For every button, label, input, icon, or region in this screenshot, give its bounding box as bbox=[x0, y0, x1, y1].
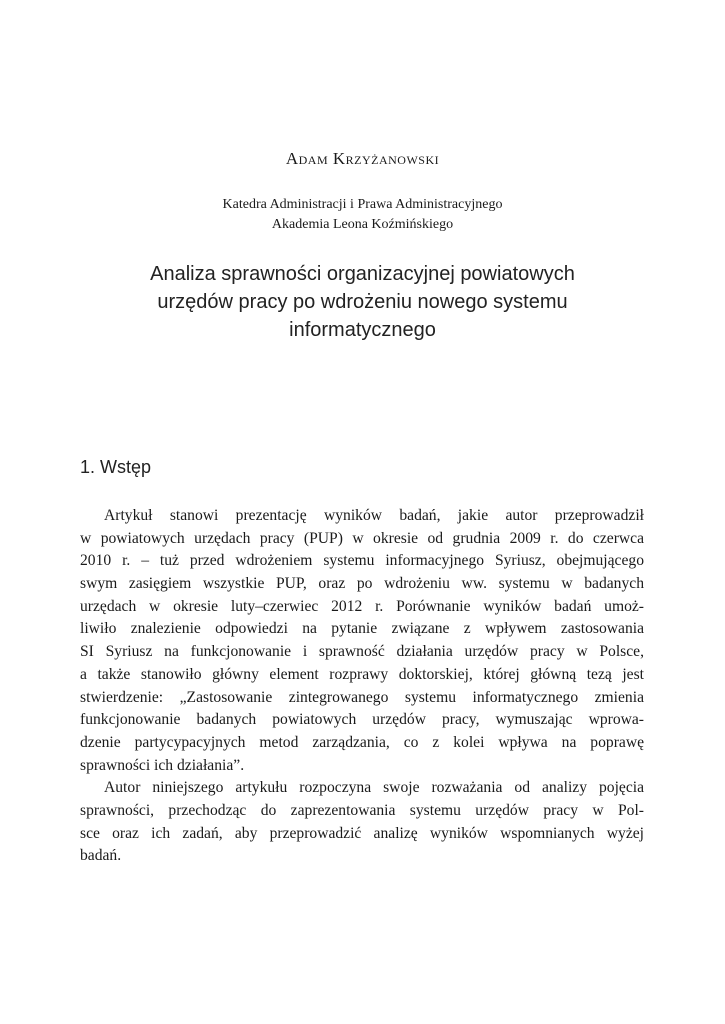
text-line: w powiatowych urzędach pracy (PUP) w okresie od grudnia 2009 r. do czerwca bbox=[80, 529, 644, 547]
text-line: stwierdzenie: „Zastosowanie zintegrowanego systemu informatycznego zmienia bbox=[80, 688, 644, 706]
text-line: a także stanowiło główny element rozprawy doktorskiej, której główną tezą jest bbox=[80, 665, 644, 683]
text-line: SI Syriusz na funkcjonowanie i sprawność działania urzędów pracy w Polsce, bbox=[80, 643, 644, 661]
section-heading: 1. Wstęp bbox=[80, 457, 152, 477]
text-line: 2010 r. – tuż przed wdrożeniem systemu informacyjnego Syriusz, obejmującego bbox=[80, 552, 644, 570]
affiliation-line: Katedra Administracji i Prawa Administracyjnego bbox=[222, 197, 503, 212]
text-line: sce oraz ich zadań, aby przeprowadzić analizę wyników wspomnianych wyżej bbox=[80, 824, 644, 842]
text-line: Artykuł stanowi prezentację wyników badań, jakie autor przeprowadził bbox=[104, 507, 644, 524]
text-line: dzenie partycypacyjnych metod zarządzania, co z kolei wpływa na poprawę bbox=[80, 733, 644, 751]
affiliation-line: Akademia Leona Koźmińskiego bbox=[271, 217, 454, 232]
text-line: liwiło znalezienie odpowiedzi na pytanie związane z wpływem zastosowania bbox=[80, 620, 644, 638]
title-line: urzędów pracy po wdrożeniu nowego systemu bbox=[157, 291, 568, 313]
text-line: badań. bbox=[80, 847, 122, 865]
author-name: Adam Krzyżanowski bbox=[285, 149, 440, 168]
title-line: Analiza sprawności organizacyjnej powiatowych bbox=[150, 263, 575, 285]
paragraph bbox=[80, 777, 644, 868]
author-affiliation bbox=[0, 195, 725, 235]
text-line: Autor niniejszego artykułu rozpoczyna swoje rozważania od analizy pojęcia bbox=[104, 779, 644, 797]
text-line: sprawności ich działania”. bbox=[80, 756, 245, 774]
text-line: sprawności, przechodząc do zaprezentowania systemu urzędów pracy w Pol- bbox=[80, 801, 644, 819]
body-text bbox=[80, 505, 644, 868]
text-line: swym zasięgiem wszystkie PUP, oraz po wdrożeniu ww. systemu w badanych bbox=[80, 575, 644, 593]
article-title bbox=[95, 260, 630, 344]
text-line: urzędach w okresie luty–czerwiec 2012 r. Porównanie wyników badań umoż- bbox=[80, 597, 644, 615]
title-line: informatycznego bbox=[289, 319, 436, 341]
text-line: funkcjonowanie badanych powiatowych urzędów pracy, wymuszając wprowa- bbox=[80, 711, 644, 729]
paragraph bbox=[80, 505, 644, 777]
